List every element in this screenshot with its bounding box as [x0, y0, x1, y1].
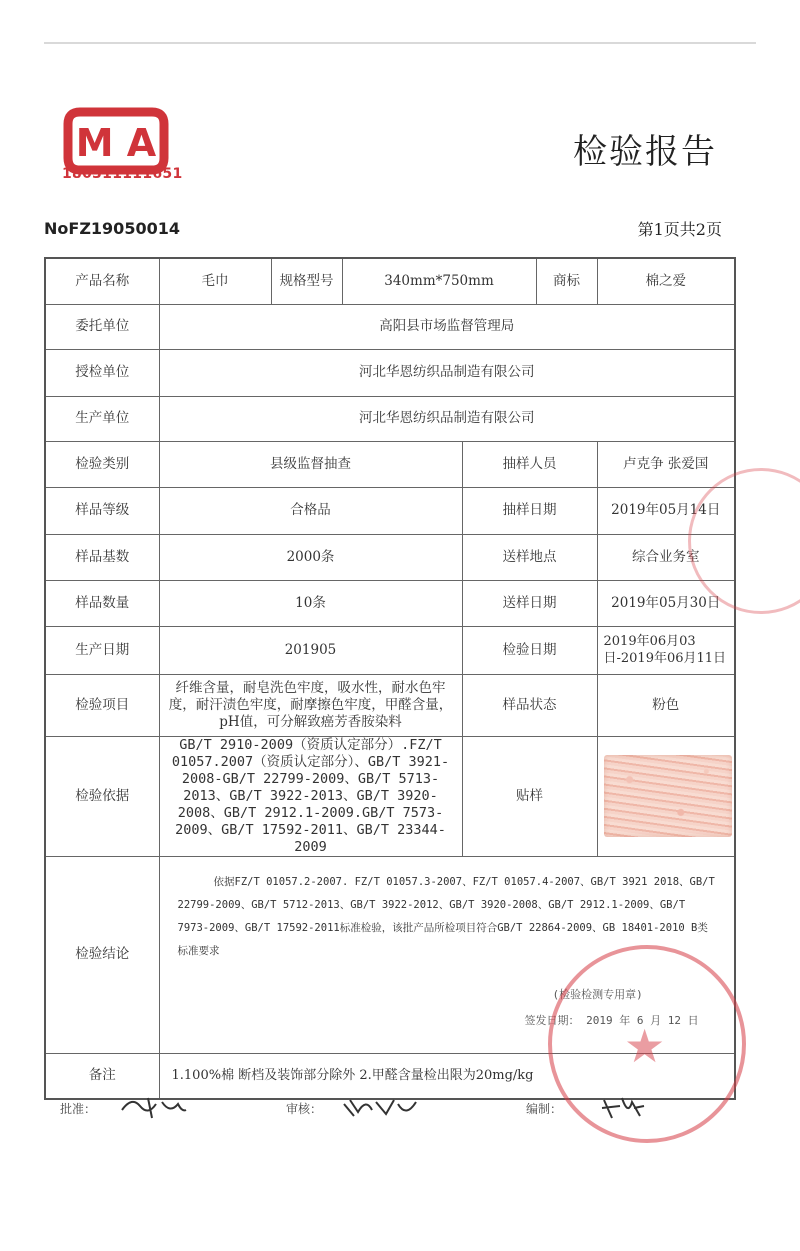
spec-label: 规格型号 [271, 258, 342, 304]
sample-base-label: 样品基数 [45, 534, 159, 580]
producer-value: 河北华恩纺织品制造有限公司 [159, 396, 735, 441]
star-icon: ★ [624, 1019, 666, 1073]
approve-label: 批准： [60, 1102, 97, 1116]
issue-date: 签发日期： 2019 年 6 月 12 日 [524, 1013, 699, 1027]
spec-value: 340mm*750mm [342, 258, 536, 304]
sampler-label: 抽样人员 [462, 441, 597, 487]
table-row [45, 534, 735, 580]
review-label: 审核： [286, 1102, 323, 1116]
cma-number: 180311111651 [62, 166, 183, 182]
fabric-swatch-image [604, 755, 732, 837]
top-divider [44, 42, 756, 44]
product-name-label: 产品名称 [45, 258, 159, 304]
remark-value: 1.100%棉 断档及装饰部分除外 2.甲醛含量检出限为20mg/kg [159, 1053, 735, 1099]
client-label: 委托单位 [45, 304, 159, 349]
table-row [45, 580, 735, 626]
test-date-label: 检验日期 [462, 626, 597, 674]
attached-sample-cell [597, 736, 735, 856]
product-name-value: 毛巾 [159, 258, 271, 304]
table-row [45, 349, 735, 396]
sampling-date-value: 2019年05月14日 [597, 487, 735, 534]
conclusion-label: 检验结论 [45, 856, 159, 1053]
table-row [45, 736, 735, 856]
attached-sample-label: 贴样 [462, 736, 597, 856]
client-value: 高阳县市场监督管理局 [159, 304, 735, 349]
conclusion-org: (检验检测专用章) [552, 987, 643, 1001]
sample-quantity-value: 10条 [159, 580, 462, 626]
inspection-type-value: 县级监督抽查 [159, 441, 462, 487]
brand-label: 商标 [536, 258, 597, 304]
report-title: 检验报告 [573, 132, 717, 172]
sample-quantity-label: 样品数量 [45, 580, 159, 626]
delivery-place-value: 综合业务室 [597, 534, 735, 580]
table-row [45, 674, 735, 736]
grade-value: 合格品 [159, 487, 462, 534]
table-row [45, 487, 735, 534]
table-row [45, 396, 735, 441]
test-basis-value: GB/T 2910-2009（资质认定部分）.FZ/T 01057.2007（资质认定部分）、GB/T 3921-2008-GB/T 22799-2009、GB/T 5713-2013、GB/T 3922-2013、GB/T 3920-2008、GB/T 2912.1-2009.GB/T 7573-2009、GB/T 17592-2011、GB/T 23344-2009 [159, 736, 462, 856]
sampling-date-label: 抽样日期 [462, 487, 597, 534]
compiler-signature [598, 1092, 648, 1122]
producer-label: 生产单位 [45, 396, 159, 441]
reviewer-signature [340, 1092, 420, 1122]
delivery-date-value: 2019年05月30日 [597, 580, 735, 626]
svg-text:M A: M A [75, 121, 157, 165]
grade-label: 样品等级 [45, 487, 159, 534]
test-items-label: 检验项目 [45, 674, 159, 736]
inspected-unit-label: 授检单位 [45, 349, 159, 396]
sample-base-value: 2000条 [159, 534, 462, 580]
remark-label: 备注 [45, 1053, 159, 1099]
page-info: 第1页共2页 [637, 220, 722, 239]
test-date-value: 2019年06月03日-2019年06月11日 [597, 626, 735, 674]
test-basis-label: 检验依据 [45, 736, 159, 856]
compile-label: 编制： [526, 1102, 563, 1116]
production-date-value: 201905 [159, 626, 462, 674]
production-date-label: 生产日期 [45, 626, 159, 674]
table-row [45, 304, 735, 349]
brand-value: 棉之爱 [597, 258, 735, 304]
test-items-value: 纤维含量，耐皂洗色牢度，吸水性，耐水色牢度，耐汗渍色牢度，耐摩擦色牢度，甲醛含量，pH值，可分解致癌芳香胺染料 [159, 674, 462, 736]
report-number: NoFZ19050014 [44, 219, 180, 238]
sample-state-value: 粉色 [597, 674, 735, 736]
conclusion-text: 依据FZ/T 01057.2-2007. FZ/T 01057.3-2007、FZ/T 01057.4-2007、GB/T 3921 2018、GB/T 22799-2009、GB/T 5712-2013、GB/T 3922-2012、GB/T 3920-2008、GB/T 2912.1-2009、GB/T 7973-2009、GB/T 17592-2011标准检验，该批产品所检项目符合GB/T 22864-2009、GB 18401-2010 B类标准要求 [177, 875, 715, 957]
inspection-type-label: 检验类别 [45, 441, 159, 487]
sample-state-label: 样品状态 [462, 674, 597, 736]
table-row [45, 258, 735, 304]
approver-signature [118, 1092, 188, 1122]
table-row [45, 626, 735, 674]
inspected-unit-value: 河北华恩纺织品制造有限公司 [159, 349, 735, 396]
table-row [45, 441, 735, 487]
sampler-value: 卢克争 张爱国 [597, 441, 735, 487]
delivery-place-label: 送样地点 [462, 534, 597, 580]
delivery-date-label: 送样日期 [462, 580, 597, 626]
